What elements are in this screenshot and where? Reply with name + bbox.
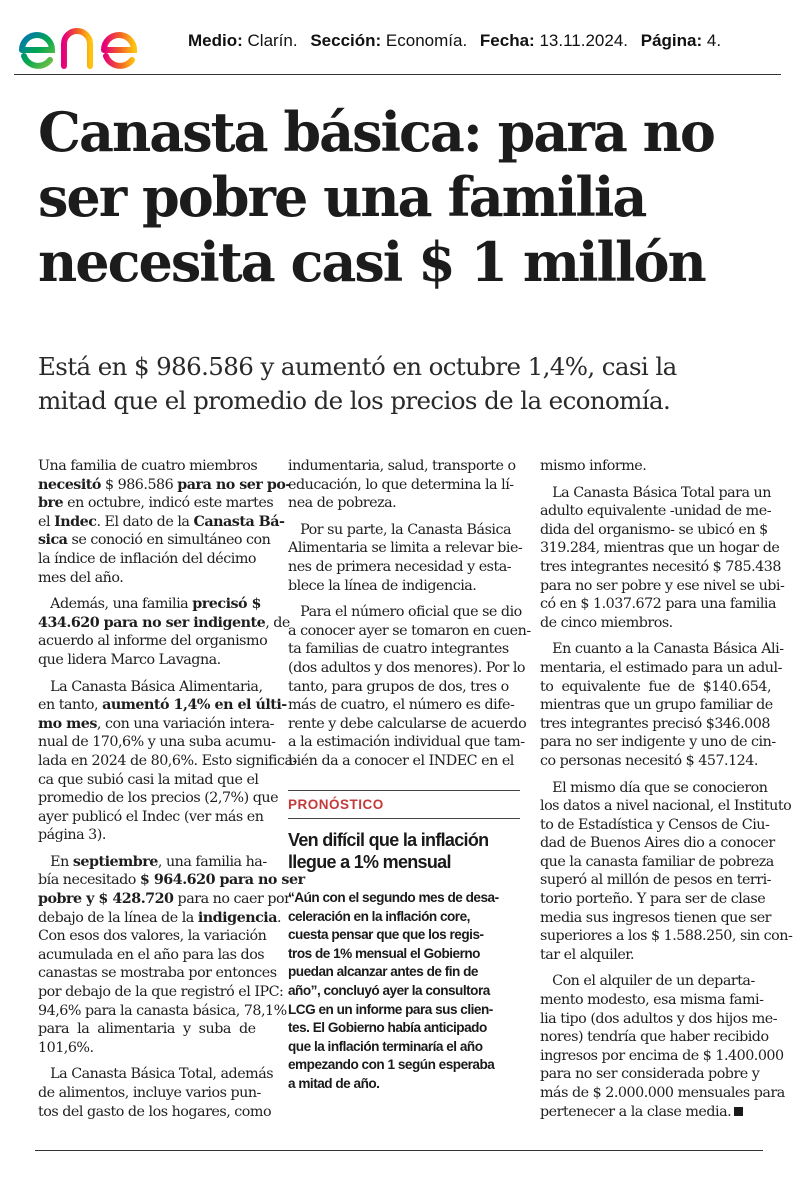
text-run: mes del año. xyxy=(38,569,124,586)
text-line xyxy=(540,752,770,771)
text-run: ingresos por encima de $ 1.400.000 xyxy=(540,1047,784,1064)
text-run: tres integrantes necesitó $ 785.438 xyxy=(540,558,781,575)
text-line xyxy=(38,595,268,614)
text-line xyxy=(540,779,770,798)
text-line xyxy=(540,577,785,596)
text-run: 94,6% para la canasta básica, 78,1% xyxy=(38,1002,287,1019)
text-run: bién da a conocer el INDEC en el xyxy=(288,752,514,769)
text-line xyxy=(38,678,268,697)
text-run: que la canasta familiar de pobreza xyxy=(540,853,774,870)
text-line xyxy=(38,569,268,588)
text-run: de alimentos, incluye varios pun- xyxy=(38,1085,261,1101)
text-line xyxy=(288,457,520,476)
text-line xyxy=(288,733,525,752)
bold-run: Canasta Bá- xyxy=(193,513,285,530)
paragraph-gap xyxy=(38,845,268,853)
text-line xyxy=(540,991,770,1010)
article-paragraph xyxy=(540,457,770,476)
text-run: a la estimación individual que tam- xyxy=(288,734,525,751)
text-line xyxy=(38,513,285,532)
text-line xyxy=(540,733,776,752)
paragraph-gap xyxy=(288,513,520,521)
text-line xyxy=(38,927,268,946)
text-line xyxy=(540,696,773,715)
text-run: En cuanto a la Canasta Básica Ali- xyxy=(540,641,784,658)
text-run: promedio de los precios (2,7%) que xyxy=(38,790,279,807)
paragraph-gap xyxy=(38,587,268,595)
text-run: acumulada en el año para las dos xyxy=(38,946,265,963)
pagina-value: 4. xyxy=(706,31,722,50)
text-line xyxy=(540,484,770,503)
text-run: mentaria, el estimado para un adul- xyxy=(540,659,782,676)
sidebar-body-line: cuesta pensar que que los regis- xyxy=(288,927,484,943)
text-run: nea de pobreza. xyxy=(288,495,397,512)
text-run: Una familia de cuatro miembros xyxy=(38,458,258,474)
text-line xyxy=(540,816,770,835)
text-run: to equivalente fue de $140.654, xyxy=(540,678,771,695)
text-run: có en $ 1.037.672 para una familia xyxy=(540,596,776,613)
text-line xyxy=(38,964,277,983)
text-line xyxy=(540,558,781,577)
text-line xyxy=(540,659,782,678)
paragraph-gap xyxy=(38,1057,268,1065)
text-run: En xyxy=(38,853,73,870)
bold-run: precisó $ xyxy=(192,596,262,613)
text-run: to de Estadística y Censos de Ciu- xyxy=(540,816,770,833)
text-run: , con una variación interа- xyxy=(96,715,275,732)
text-run: Con esos dos valores, la variación xyxy=(38,928,267,945)
medio-label: Medio: xyxy=(188,31,243,50)
text-run: nores) tendría que haber recibido xyxy=(540,1029,769,1046)
text-line xyxy=(288,577,520,596)
text-line xyxy=(38,1065,274,1084)
text-line xyxy=(540,539,780,558)
text-run: dad de Buenos Aires dio a conocer xyxy=(540,835,775,852)
text-line xyxy=(540,678,770,697)
fecha-value: 13.11.2024. xyxy=(539,31,628,50)
sidebar-body-line: año”, concluyó ayer la consultora xyxy=(288,982,490,998)
text-line xyxy=(38,808,268,827)
text-run: ta familias de cuatro integrantes xyxy=(288,641,509,658)
bold-run: 434.620 para no ser indigente xyxy=(38,614,266,631)
article-paragraph xyxy=(540,484,785,633)
headline-line: ser pobre una familia xyxy=(38,165,646,229)
article-paragraph xyxy=(38,595,290,669)
text-run: para no caer por xyxy=(173,891,291,908)
sidebar-body-line: LCG en un informe para sus clien- xyxy=(288,1001,493,1017)
text-line xyxy=(38,890,291,909)
article-paragraph xyxy=(288,521,523,595)
article-paragraph xyxy=(38,457,291,587)
sidebar-body-line: puedan alcanzar antes de fin de xyxy=(288,964,478,980)
text-line xyxy=(288,752,520,771)
text-line xyxy=(288,603,520,622)
text-run: Por su parte, la Canasta Básica xyxy=(288,521,512,538)
article-paragraph xyxy=(288,457,520,513)
bold-run: sica xyxy=(38,532,68,549)
text-run: Alimentaria se limita a relevar bie- xyxy=(288,540,523,557)
text-line xyxy=(540,1084,785,1103)
text-line xyxy=(38,771,268,790)
text-run: El mismo día que se conocieron xyxy=(540,779,768,796)
text-run: blece la línea de indigencia. xyxy=(288,577,477,594)
sidebar-title xyxy=(288,829,520,873)
seccion-label: Sección: xyxy=(310,31,382,50)
text-run: educación, lo que determina la lí- xyxy=(288,476,514,493)
sidebar-tag: PRONÓSTICO xyxy=(288,797,384,812)
text-line xyxy=(38,733,276,752)
text-line xyxy=(288,494,520,513)
text-line xyxy=(38,632,268,651)
headline xyxy=(38,100,778,295)
article-paragraph xyxy=(540,972,785,1121)
text-run: lia tipo (dos adultos y dos hijos me- xyxy=(540,1010,778,1027)
text-line xyxy=(540,797,792,816)
text-run: tanto, para grupos de dos, tres o xyxy=(288,678,509,695)
bold-run: pobre y $ 428.720 xyxy=(38,891,174,908)
text-line xyxy=(540,595,776,614)
text-run: . El dato de la xyxy=(96,513,194,530)
text-run: dida del organismo- se ubicó en $ xyxy=(540,521,768,538)
text-line xyxy=(38,826,268,845)
forecast-sidebar xyxy=(288,790,520,1094)
text-line xyxy=(38,909,282,928)
text-line xyxy=(38,614,290,633)
text-line xyxy=(38,1039,268,1058)
sidebar-body-line: que la inflación terminaría el año xyxy=(288,1038,483,1054)
text-run: para la alimentaria y suba de xyxy=(38,1021,256,1038)
text-line xyxy=(38,1002,287,1021)
text-run: . xyxy=(277,909,282,926)
article-column-1 xyxy=(38,457,305,1121)
text-line xyxy=(38,983,284,1002)
bold-run: para no ser po- xyxy=(177,476,291,493)
bold-run: septiembre xyxy=(72,853,158,870)
article-paragraph xyxy=(38,678,297,845)
text-line xyxy=(38,871,305,890)
text-line xyxy=(540,890,770,909)
text-line xyxy=(38,946,268,965)
text-run: más de $ 2.000.000 mensuales para xyxy=(540,1085,785,1101)
text-line xyxy=(38,651,268,670)
text-line xyxy=(288,521,520,540)
text-line xyxy=(288,640,520,659)
sidebar-tag-rule xyxy=(288,818,520,819)
bold-run: $ 964.620 para no ser xyxy=(139,872,305,889)
paragraph-gap xyxy=(540,632,770,640)
text-run: tres integrantes precisó $346.008 xyxy=(540,715,770,732)
text-run: para no ser considerada pobre y xyxy=(540,1066,760,1083)
text-line xyxy=(540,521,770,540)
article-paragraph xyxy=(540,779,793,965)
headline-line: necesita casi $ 1 millón xyxy=(38,230,705,294)
text-run: lada en 2024 de 80,6%. Esto significa- xyxy=(38,752,297,769)
paragraph-gap xyxy=(540,476,770,484)
text-line xyxy=(288,715,527,734)
text-run: el xyxy=(38,513,55,530)
text-run: media sus ingresos tienen que ser xyxy=(540,909,771,926)
text-line xyxy=(38,531,271,550)
text-run: de cinco miembros. xyxy=(540,614,673,631)
bold-run: Indec xyxy=(54,513,97,530)
footer-divider xyxy=(35,1150,763,1151)
text-line xyxy=(540,457,770,476)
text-line xyxy=(38,1020,268,1039)
text-run: La Canasta Básica Alimentaria, xyxy=(38,678,263,695)
text-run: tos del gasto de los hogares, como xyxy=(38,1103,272,1120)
clipping-metadata xyxy=(188,31,721,51)
text-run: página 3). xyxy=(38,827,106,844)
text-run: acuerdo al informe del organismo xyxy=(38,633,268,650)
text-run: nes de primera necesidad y esta- xyxy=(288,558,512,575)
text-run: mismo informe. xyxy=(540,458,647,474)
text-run: para no ser indigente y uno de cin- xyxy=(540,734,776,751)
text-run: torio porteño. Y para ser de clase xyxy=(540,891,766,908)
text-line xyxy=(38,1084,268,1103)
text-line xyxy=(38,752,297,771)
bold-run: aumentó 1,4% en el últi- xyxy=(102,697,287,714)
text-line xyxy=(540,1047,784,1066)
text-run: (dos adultos y dos menores). Por lo xyxy=(288,659,526,676)
subheadline xyxy=(38,350,778,418)
text-run: , de xyxy=(265,614,290,631)
bold-run: mo mes xyxy=(38,715,97,732)
text-line xyxy=(288,659,526,678)
sidebar-body-line: tes. El Gobierno había anticipado xyxy=(288,1020,487,1036)
text-run: en octubre, indicó este martes xyxy=(63,495,274,512)
text-run: $ 986.586 xyxy=(100,476,178,493)
text-line xyxy=(540,927,793,946)
text-line xyxy=(540,640,784,659)
text-run: superiores a los $ 1.588.250, sin con- xyxy=(540,928,793,945)
sidebar-title-line: llegue a 1% mensual xyxy=(288,852,451,872)
article-column-3 xyxy=(540,457,793,1121)
text-run: Con el alquiler de un departa- xyxy=(540,973,755,990)
bold-run: necesitó xyxy=(38,476,101,493)
text-line xyxy=(38,853,268,872)
text-run: los datos a nivel nacional, el Instituto xyxy=(540,798,792,815)
fecha-label: Fecha: xyxy=(479,31,535,50)
text-run: la índice de inflación del décimo xyxy=(38,550,257,567)
medio-value: Clarín. xyxy=(247,31,298,50)
text-line xyxy=(540,834,775,853)
paragraph-gap xyxy=(540,771,770,779)
text-line xyxy=(38,550,268,569)
text-line xyxy=(38,476,291,495)
sidebar-body-line: celeración en la inflación core, xyxy=(288,908,470,924)
paragraph-gap xyxy=(288,595,520,603)
text-line xyxy=(540,853,774,872)
article-paragraph xyxy=(540,640,784,770)
text-run: que lidera Marco Lavagna. xyxy=(38,651,221,668)
text-run: se conoció en simultáneo con xyxy=(67,532,271,549)
text-line xyxy=(38,1103,272,1122)
text-line xyxy=(540,1028,770,1047)
text-run: a conocer ayer se tomaron en cuen- xyxy=(288,622,531,639)
text-run: rente y debe calcularse de acuerdo xyxy=(288,715,527,732)
text-run: ayer publicó el Indec (ver más en xyxy=(38,808,264,825)
text-line xyxy=(38,789,279,808)
text-line xyxy=(540,946,770,965)
text-run: tar el alquiler. xyxy=(540,946,635,963)
text-run: Para el número oficial que se dio xyxy=(288,604,522,621)
text-run: nual de 170,6% y una suba acumu- xyxy=(38,734,276,751)
text-line xyxy=(540,502,770,521)
text-line xyxy=(540,871,770,890)
text-run: co personas necesitó $ 457.124. xyxy=(540,752,758,769)
text-line xyxy=(288,696,520,715)
text-line xyxy=(540,1010,778,1029)
text-run: 101,6%. xyxy=(38,1039,94,1056)
sidebar-body-line: a mitad de año. xyxy=(288,1075,380,1091)
sidebar-body-line: “Aún con el segundo mes de desa- xyxy=(288,890,499,905)
sidebar-title-line: Ven difícil que la inflación xyxy=(288,830,489,850)
paragraph-gap xyxy=(38,670,268,678)
text-line xyxy=(540,909,770,928)
text-run: por debajo de la que registró el IPC: xyxy=(38,984,284,1001)
text-run: La Canasta Básica Total para un xyxy=(540,484,771,501)
text-line xyxy=(540,715,770,734)
article-paragraph xyxy=(38,853,305,1058)
text-line xyxy=(288,476,520,495)
text-run: La Canasta Básica Total, además xyxy=(38,1066,274,1083)
end-of-article-mark xyxy=(734,1107,743,1116)
headline-line: Canasta básica: para no xyxy=(38,100,714,164)
article-column-2 xyxy=(288,457,531,771)
sidebar-top-rule xyxy=(288,790,520,791)
article-paragraph xyxy=(288,603,531,770)
text-run: adulto equivalente -unidad de me- xyxy=(540,503,772,520)
enel-logo xyxy=(14,10,184,72)
text-run: 319.284, mientras que un hogar de xyxy=(540,540,780,557)
sidebar-body-line: tros de 1% mensual el Gobierno xyxy=(288,945,480,961)
pagina-label: Página: xyxy=(640,31,703,50)
text-line xyxy=(38,457,268,476)
article-paragraph xyxy=(38,1065,274,1121)
text-run: , una familia ha- xyxy=(157,853,267,870)
paragraph-gap xyxy=(540,964,770,972)
text-line xyxy=(288,622,531,641)
text-run: canastas se mostraba por entonces xyxy=(38,965,277,982)
text-line xyxy=(38,494,274,513)
text-line xyxy=(288,558,520,577)
text-run: debajo de la línea de la xyxy=(38,909,198,926)
text-run: bía necesitado xyxy=(38,872,140,889)
text-run: para no ser pobre y ese nivel se ubi- xyxy=(540,577,785,594)
sidebar-body xyxy=(288,889,520,1094)
subheadline-line: mitad que el promedio de los precios de la economía. xyxy=(38,386,671,415)
text-run: indumentaria, salud, transporte o xyxy=(288,458,516,474)
text-run: en tanto, xyxy=(38,697,103,714)
text-line xyxy=(288,678,520,697)
text-line xyxy=(38,715,275,734)
text-run: Además, una familia xyxy=(38,596,193,613)
sidebar-body-line: empezando con 1 según esperaba xyxy=(288,1057,495,1073)
text-run: pertenecer a la clase media. xyxy=(540,1103,732,1120)
subheadline-line: Está en $ 986.586 y aumentó en octubre 1,4%, casi la xyxy=(38,352,677,381)
text-line xyxy=(288,539,523,558)
text-run: mientras que un grupo familiar de xyxy=(540,697,773,714)
text-line xyxy=(38,696,287,715)
text-line xyxy=(540,972,770,991)
text-run: más de cuatro, el número es dife- xyxy=(288,697,515,714)
text-run: superó al millón de pesos en terri- xyxy=(540,872,772,889)
text-run: mento modesto, esa misma fami- xyxy=(540,992,764,1009)
header-divider xyxy=(14,74,781,75)
seccion-value: Economía. xyxy=(385,31,468,50)
text-line xyxy=(540,1065,770,1084)
text-line xyxy=(540,614,770,633)
text-run: ca que subió casi la mitad que el xyxy=(38,771,259,788)
text-line xyxy=(540,1103,770,1122)
bold-run: indigencia xyxy=(197,909,278,926)
bold-run: bre xyxy=(38,495,64,512)
